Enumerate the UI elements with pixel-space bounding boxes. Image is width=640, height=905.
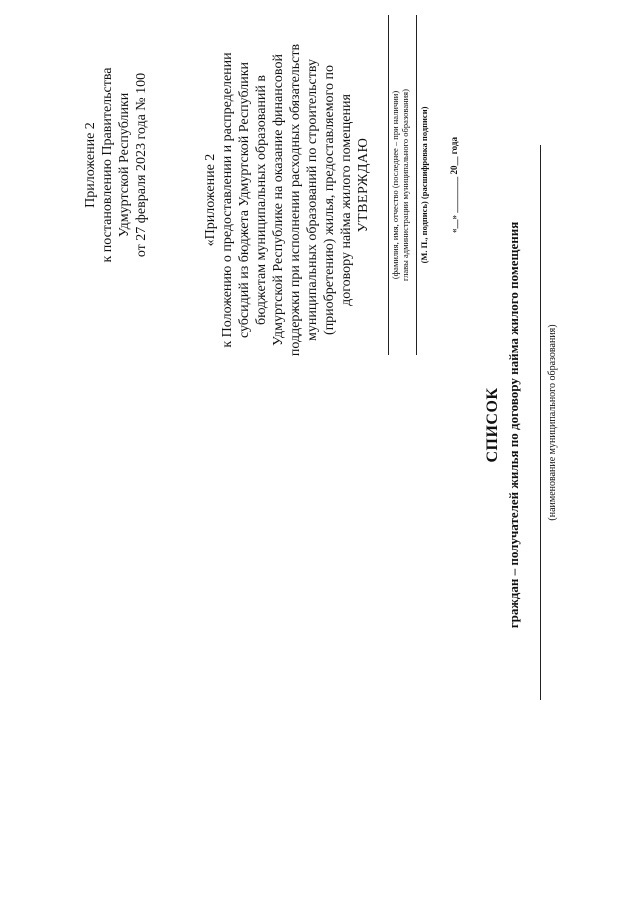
municipality-line — [540, 145, 541, 700]
name-caption-line: (фамилия, имя, отчество (последнее – при наличии) — [390, 90, 400, 280]
regulation-line: Удмуртской Республике на оказание финансовой — [271, 54, 286, 346]
regulation-line: бюджетам муниципальных образований в — [254, 75, 269, 325]
appendix-line: Удмуртской Республики — [117, 92, 132, 238]
regulation-line: субсидий из бюджета Удмуртской Республики — [237, 61, 252, 339]
name-line — [388, 15, 389, 355]
approval-signature-block — [388, 15, 459, 355]
document-subtitle: граждан – получателей жилья по договору найма жилого помещения — [506, 221, 521, 629]
regulation-appendix — [202, 20, 355, 380]
government-decree-appendix — [82, 45, 150, 285]
regulation-line: муниципальных образований по строительству — [305, 59, 320, 341]
appendix-line: Приложение 2 — [83, 122, 98, 208]
regulation-line: (приобретению) жилья, предоставляемого по — [322, 65, 337, 335]
regulation-line: поддержки при исполнении расходных обязательств — [288, 43, 303, 357]
regulation-line: к Положению о предоставлении и распределении — [220, 52, 235, 348]
signature-caption: (М. П., подпись) (расшифровка подписи) — [419, 106, 429, 264]
appendix-line: от 27 февраля 2023 года № 100 — [134, 72, 149, 258]
appendix-line: к постановлению Правительства — [100, 67, 115, 263]
municipality-caption: (наименование муниципального образования) — [547, 324, 558, 521]
name-caption-line: главы администрации муниципального образования) — [400, 89, 410, 281]
approval-title: УТВЕРЖДАЮ — [356, 137, 371, 233]
regulation-line: договору найма жилого помещения — [339, 94, 354, 306]
signature-line — [416, 15, 417, 355]
regulation-line: «Приложение 2 — [203, 153, 218, 247]
document-title: СПИСОК — [484, 387, 501, 463]
name-caption — [390, 15, 410, 355]
approval-date: «__» ________ 20__ года — [449, 137, 459, 233]
